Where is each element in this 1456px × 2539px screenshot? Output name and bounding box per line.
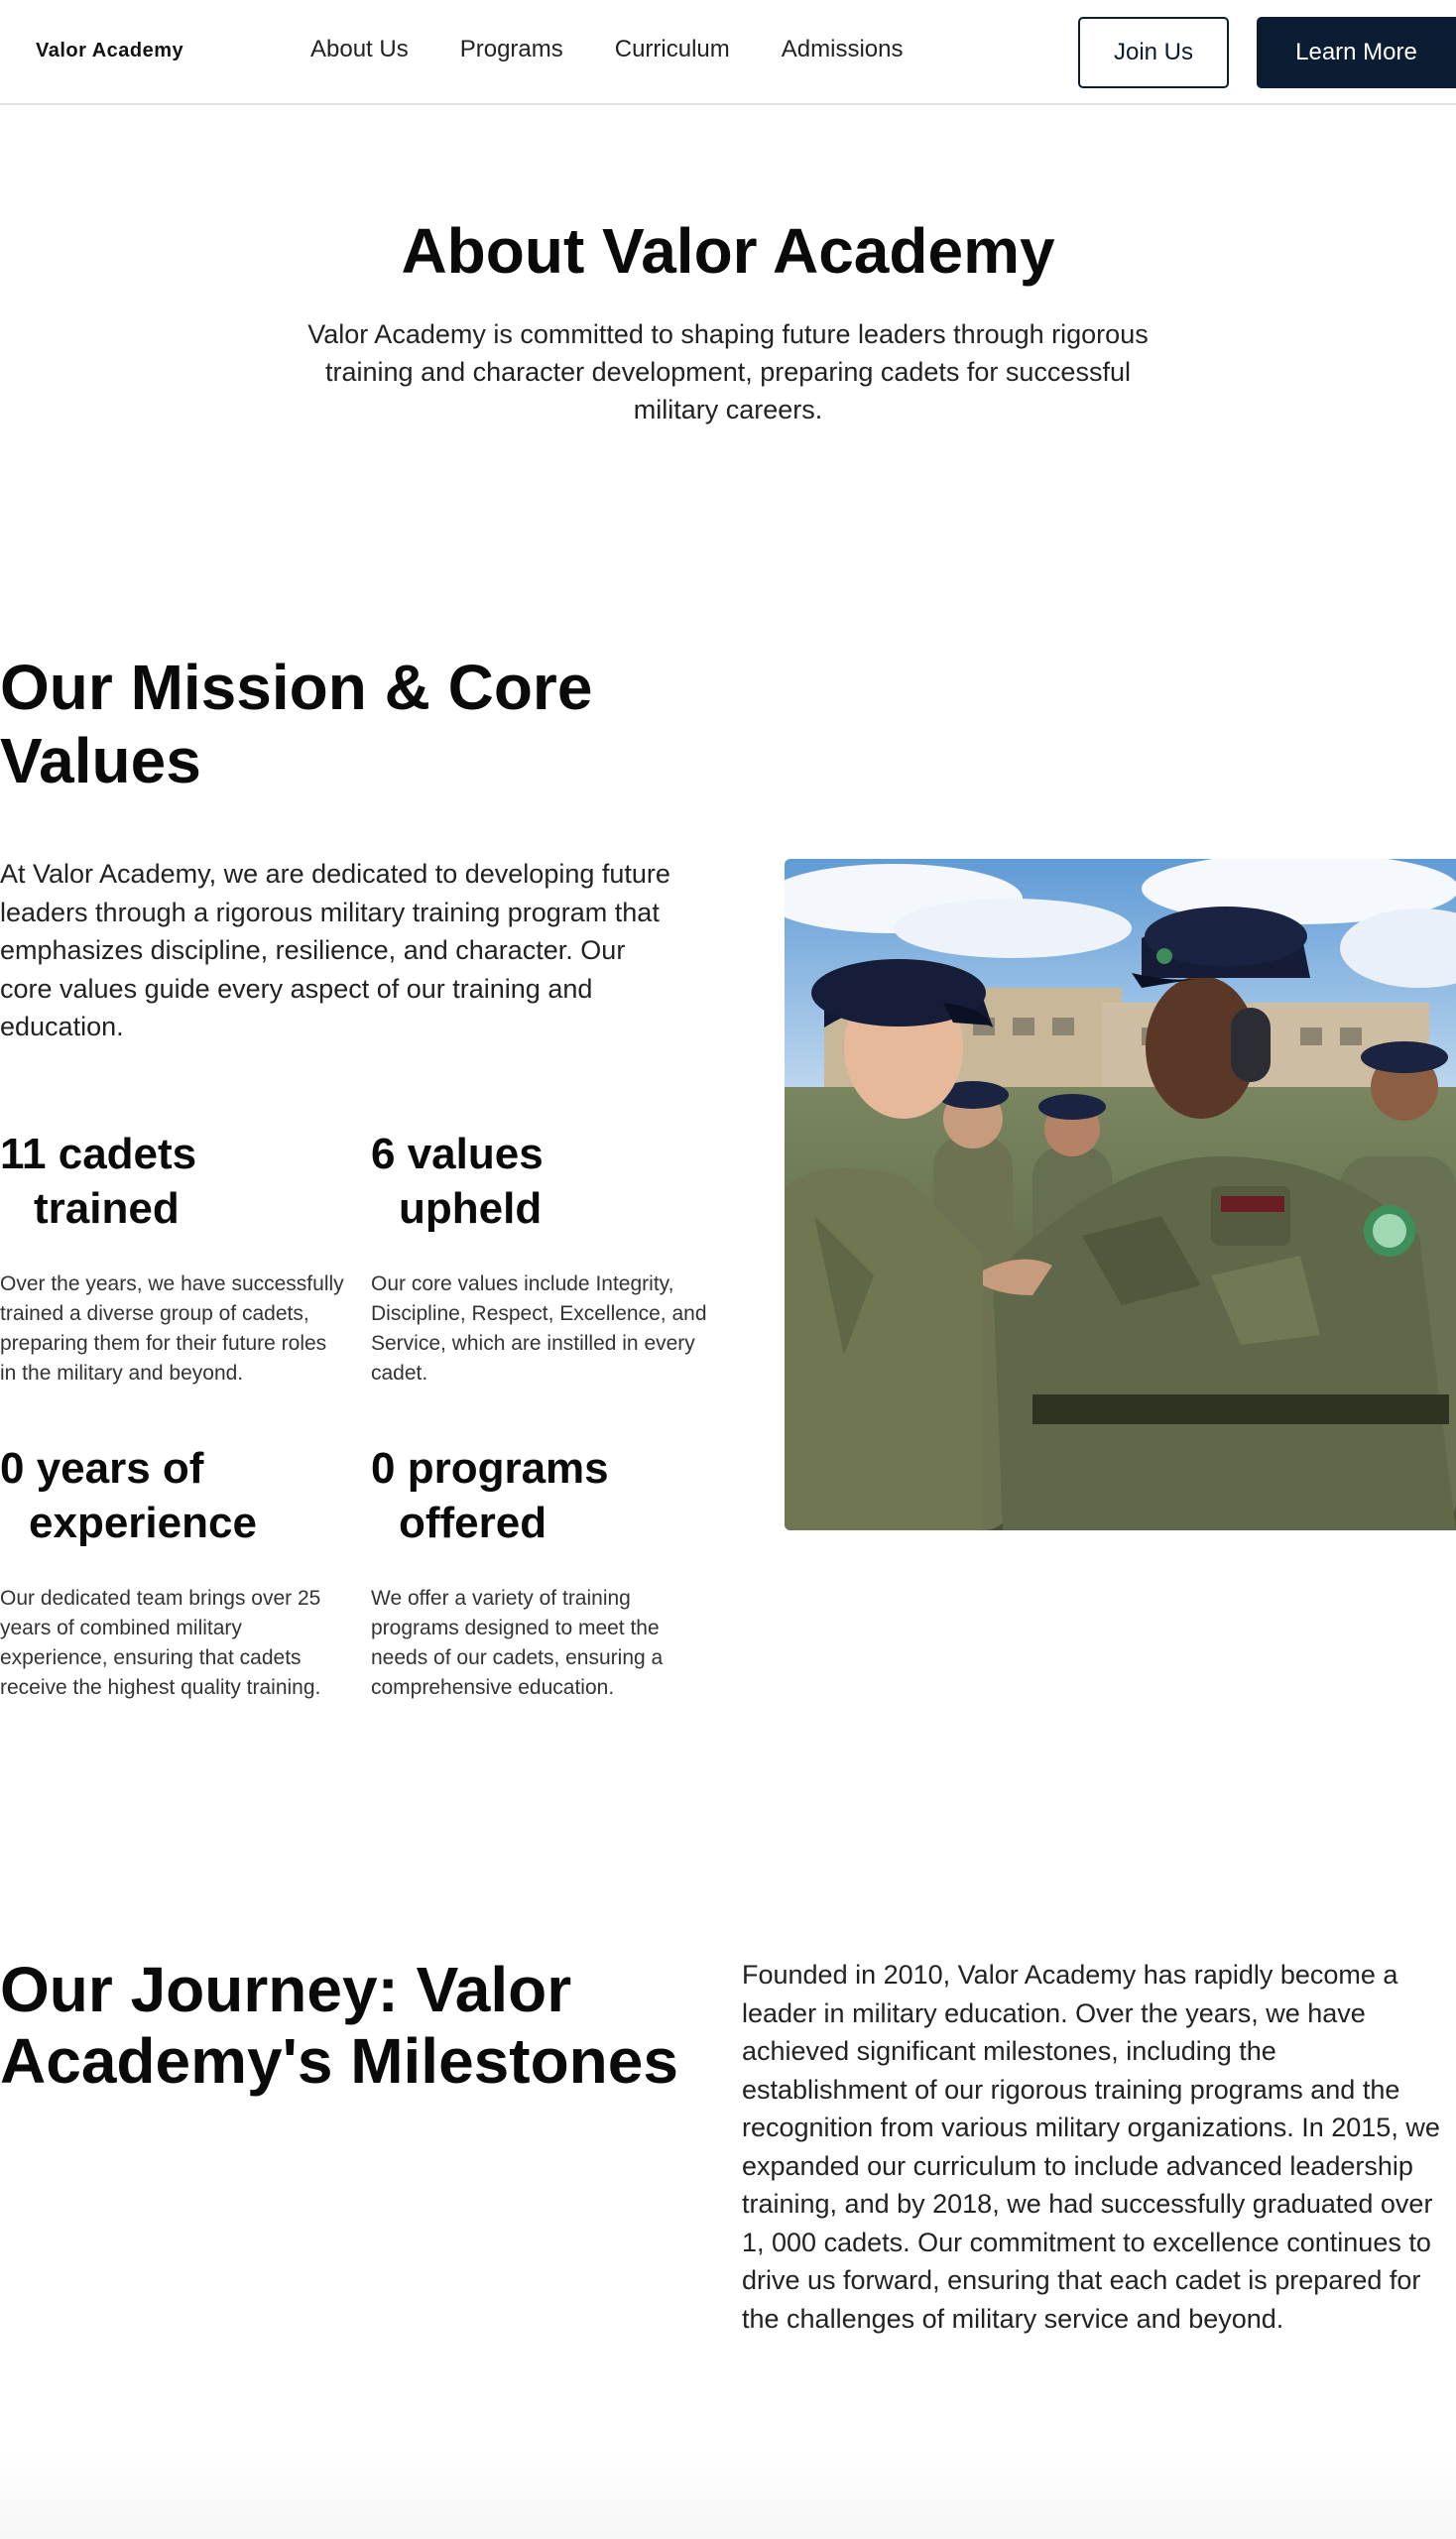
stat-programs-offered	[371, 1441, 718, 1703]
learn-more-button[interactable]: Learn More	[1257, 17, 1456, 88]
stat-title-line1: 0 programs	[371, 1444, 609, 1493]
stat-title-line2: offered	[399, 1499, 547, 1547]
mission-description: At Valor Academy, we are dedicated to developing future leaders through a rigorous military training program that emphasizes discipline, resilience, and character. Our core values guide every aspect of our training and education.	[0, 859, 670, 1041]
stat-title-line1: 11 cadets	[0, 1130, 197, 1178]
stat-description: Our core values include Integrity, Discipline, Respect, Excellence, and Service, which are instilled in every cadet.	[371, 1272, 707, 1385]
stat-title-line1: 0 years of	[0, 1444, 204, 1493]
stat-title	[371, 1441, 718, 1550]
cadets-photo	[785, 859, 1456, 1530]
stat-values-upheld	[371, 1127, 718, 1389]
hero-title: About Valor Academy	[401, 215, 1055, 287]
stat-title	[0, 1127, 347, 1236]
stat-description: Our dedicated team brings over 25 years of combined military experience, ensuring that cadets receive the highest quality training.	[0, 1587, 321, 1699]
mission-title: Our Mission & Core Values	[0, 652, 593, 796]
join-us-button[interactable]: Join Us	[1078, 17, 1229, 88]
bottom-fade	[0, 2450, 1456, 2539]
nav-links	[310, 36, 903, 63]
nav-link-curriculum[interactable]: Curriculum	[614, 36, 730, 62]
stat-title	[371, 1127, 718, 1236]
nav-link-about-us[interactable]: About Us	[310, 36, 409, 62]
hero-description: Valor Academy is committed to shaping future leaders through rigorous training and character development, preparing cadets for successful military careers.	[307, 319, 1149, 424]
stat-title-line2: experience	[29, 1499, 257, 1547]
journey-description: Founded in 2010, Valor Academy has rapidly become a leader in military education. Over the years, we have achieved significant milestones, including the establishment of our rigorous training programs and the recognition from various military organizations. In 2015, we expanded our curriculum to include advanced leadership training, and by 2018, we had successfully graduated over 1, 000 cadets. Our commitment to excellence continues to drive us forward, ensuring that each cadet is prepared for the challenges of military service and beyond.	[742, 1960, 1440, 2334]
cadets-photo-illustration	[785, 859, 1456, 1530]
nav-link-programs[interactable]: Programs	[459, 36, 563, 62]
stat-cadets-trained	[0, 1127, 347, 1389]
nav-link-admissions[interactable]: Admissions	[781, 36, 904, 62]
stat-years-experience	[0, 1441, 347, 1703]
top-navbar	[0, 0, 1456, 105]
stat-description: Over the years, we have successfully trained a diverse group of cadets, preparing them for their future roles in the military and beyond.	[0, 1272, 344, 1385]
stat-title	[0, 1441, 347, 1550]
site-logo[interactable]: Valor Academy	[36, 40, 184, 61]
journey-title: Our Journey: Valor Academy's Milestones	[0, 1954, 678, 2097]
stat-title-line2: trained	[34, 1184, 180, 1233]
stat-title-line2: upheld	[399, 1184, 543, 1233]
stat-title-line1: 6 values	[371, 1130, 544, 1178]
stat-description: We offer a variety of training programs designed to meet the needs of our cadets, ensuring a comprehensive education.	[371, 1587, 664, 1699]
